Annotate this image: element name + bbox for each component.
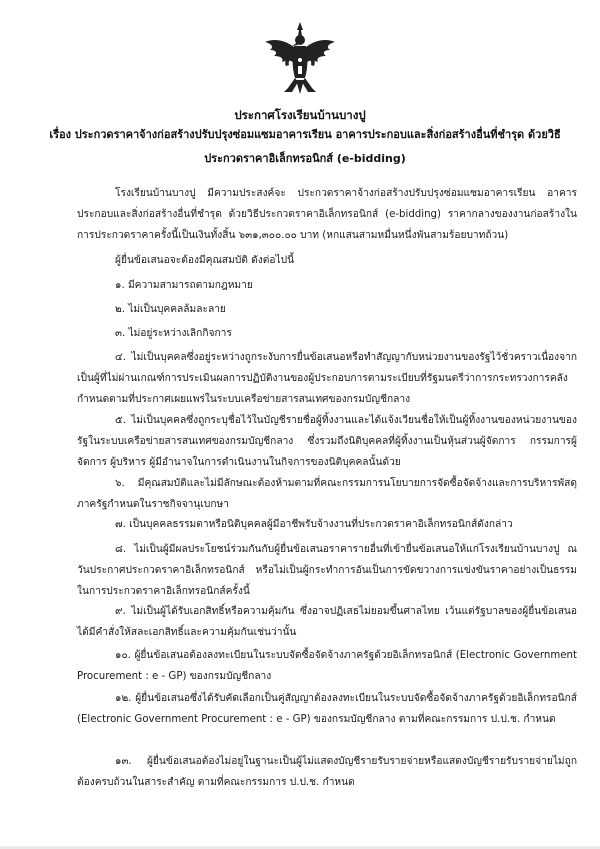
subject-line-2: ประกวดราคาอิเล็กทรอนิกส์ (e-bidding) [204, 152, 406, 165]
qualification-item-6: ๖. มีคุณสมบัติและไม่มีลักษณะต้องห้ามตามที่คณะกรรมการนโยบายการจัดซื้อจัดจ้างและการบริหารพัสดุภาครัฐกำหนดในราชกิจจานุเบกษา [77, 478, 577, 510]
qualification-heading: ผู้ยื่นข้อเสนอจะต้องมีคุณสมบัติ ดังต่อไปนี้ [115, 255, 295, 266]
qualification-item-2: ๒. ไม่เป็นบุคคลล้มละลาย [115, 304, 226, 315]
subject-line-1: เรื่อง ประกวดราคาจ้างก่อสร้างปรับปรุงซ่อมแซมอาคารเรียน อาคารประกอบและสิ่งก่อสร้างอื่นที่ชำรุด ด้วยวิธี [49, 128, 561, 141]
qualification-item-8: ๘. ไม่เป็นผู้มีผลประโยชน์ร่วมกันกับผู้ยื่นข้อเสนอราคารายอื่นที่เข้ายื่นข้อเสนอให้แก่โรงเรียนบ้านบางปู ณ วันประกาศประกวดราคาอิเล็กทรอนิกส์ หรือไม่เป็นผู้กระทำการอันเป็นการขัดขวางการแข่งขันราคาอย่างเป็นธรรม ในการประกวดราคาอิเล็กทรอนิกส์ครั้งนี้ [77, 544, 577, 597]
qualification-item-12: ๑๒. ผู้ยื่นข้อเสนอซึ่งได้รับคัดเลือกเป็นคู่สัญญาต้องลงทะเบียนในระบบจัดซื้อจัดจ้างภาครัฐด้วยอิเล็กทรอนิกส์ (Electronic Government Procurement : e - GP) ของกรมบัญชีกลาง ตามที่คณะกรรมการ ป.ป.ช. กำหนด [77, 693, 577, 725]
qualification-item-9: ๙. ไม่เป็นผู้ได้รับเอกสิทธิ์หรือความคุ้มกัน ซึ่งอาจปฏิเสธไม่ยอมขึ้นศาลไทย เว้นแต่รัฐบาลของผู้ยื่นข้อเสนอได้มีคำสั่งให้สละเอกสิทธิ์และความคุ้มกันเช่นว่านั้น [77, 606, 577, 638]
garuda-emblem-icon [262, 20, 338, 96]
qualification-item-4: ๔. ไม่เป็นบุคคลซึ่งอยู่ระหว่างถูกระงับการยื่นข้อเสนอหรือทำสัญญากับหน่วยงานของรัฐไว้ชั่วคราวเนื่องจากเป็นผู้ที่ไม่ผ่านเกณฑ์การประเมินผลการปฏิบัติงานของผู้ประกอบการตามระเบียบที่รัฐมนตรีว่าการกระทรวงการคลังกำหนดตามที่ประกาศเผยแพร่ในระบบเครือข่ายสารสนเทศของกรมบัญชีกลาง [77, 352, 577, 405]
announcement-title: ประกาศโรงเรียนบ้านบางปู [234, 108, 366, 122]
intro-paragraph: โรงเรียนบ้านบางปู มีความประสงค์จะ ประกวดราคาจ้างก่อสร้างปรับปรุงซ่อมแซมอาคารเรียน อาคารประกอบและสิ่งก่อสร้างอื่นที่ชำรุด ด้วยวิธีประกวดราคาอิเล็กทรอนิกส์ (e-bidding) ราคากลางของงานก่อสร้างในการประกวดราคาครั้งนี้เป็นเงินทั้งสิ้น ๖๓๑,๓๐๐.๐๐ บาท (หกแสนสามหมื่นหนึ่งพันสามร้อยบาทถ้วน) [77, 188, 577, 241]
qualification-item-5: ๕. ไม่เป็นบุคคลซึ่งถูกระบุชื่อไว้ในบัญชีรายชื่อผู้ทิ้งงานและได้แจ้งเวียนชื่อให้เป็นผู้ทิ้งงานของหน่วยงานของรัฐในระบบเครือข่ายสารสนเทศของกรมบัญชีกลาง ซึ่งรวมถึงนิติบุคคลที่ผู้ทิ้งงานเป็นหุ้นส่วนผู้จัดการ กรรมการผู้จัดการ ผู้บริหาร ผู้มีอำนาจในการดำเนินงานในกิจการของนิติบุคคลนั้นด้วย [77, 415, 577, 468]
qualification-item-13: ๑๓. ผู้ยื่นข้อเสนอต้องไม่อยู่ในฐานะเป็นผู้ไม่แสดงบัญชีรายรับรายจ่ายหรือแสดงบัญชีรายรับรายจ่ายไม่ถูกต้องครบถ้วนในสาระสำคัญ ตามที่คณะกรรมการ ป.ป.ช. กำหนด [77, 756, 577, 788]
qualification-item-1: ๑. มีความสามารถตามกฎหมาย [115, 280, 253, 291]
qualification-item-7: ๗. เป็นบุคคลธรรมดาหรือนิติบุคคลผู้มีอาชีพรับจ้างงานที่ประกวดราคาอิเล็กทรอนิกส์ดังกล่าว [115, 519, 513, 530]
qualification-item-10: ๑๐. ผู้ยื่นข้อเสนอต้องลงทะเบียนในระบบจัดซื้อจัดจ้างภาครัฐด้วยอิเล็กทรอนิกส์ (Electronic Government Procurement : e - GP) ของกรมบัญชีกลาง [77, 650, 577, 682]
qualification-item-3: ๓. ไม่อยู่ระหว่างเลิกกิจการ [115, 328, 232, 339]
